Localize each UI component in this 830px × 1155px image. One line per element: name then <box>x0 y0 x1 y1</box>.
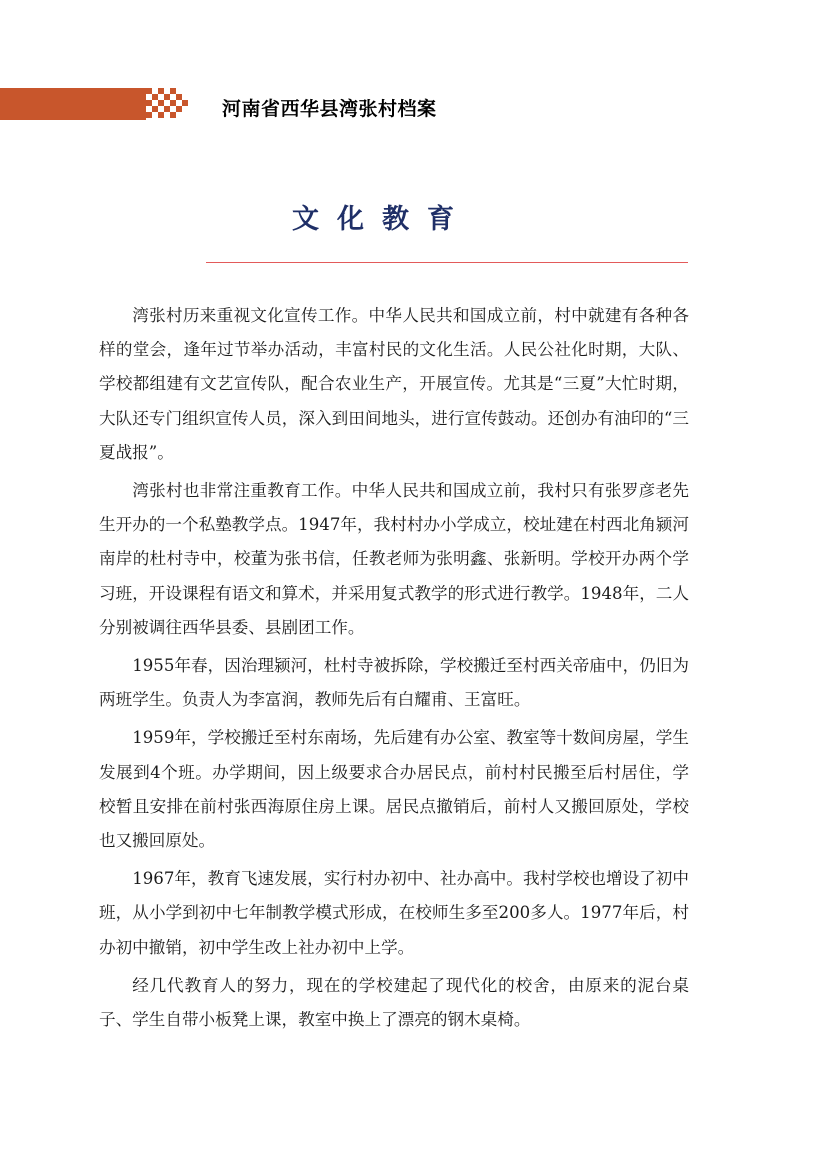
paragraph-1967: 1967年，教育飞速发展，实行村办初中、社办高中。我村学校也增设了初中班，从小学到初中七年制教学模式形成，在校师生多至200多人。1977年后，村办初中撤销，初中学生改上社办初中上学。 <box>99 869 689 957</box>
title-divider <box>206 262 688 263</box>
paragraph-education-origin: 湾张村也非常注重教育工作。中华人民共和国成立前，我村只有张罗彦老先生开办的一个私塾教学点。1947年，我村村办小学成立，校址建在村西北角颍河南岸的杜村寺中，校董为张书信，任教老师为张明鑫、张新明。学校开办两个学习班，开设课程有语文和算术，并采用复式教学的形式进行教学。1948年，二人分别被调往西华县委、县剧团工作。 <box>99 481 689 637</box>
article-body <box>99 299 689 1041</box>
paragraph-modern-school: 经几代教育人的努力，现在的学校建起了现代化的校舍，由原来的泥台桌子、学生自带小板凳上课，教室中换上了漂亮的钢木桌椅。 <box>99 975 689 1030</box>
archive-header-title: 河南省西华县湾张村档案 <box>222 98 437 120</box>
paragraph-1955: 1955年春，因治理颍河，杜村寺被拆除，学校搬迁至村西关帝庙中，仍旧为两班学生。负责人为李富润，教师先后有白耀甫、王富旺。 <box>99 656 689 710</box>
header-checker-pattern <box>146 88 190 120</box>
header-accent-band <box>0 88 146 120</box>
paragraph-culture: 湾张村历来重视文化宣传工作。中华人民共和国成立前，村中就建有各种各样的堂会，逢年过节举办活动，丰富村民的文化生活。人民公社化时期，大队、学校都组建有文艺宣传队，配合农业生产，开展宣传。尤其是“三夏”大忙时期，大队还专门组织宣传人员，深入到田间地头，进行宣传鼓动。还创办有油印的“三夏战报”。 <box>99 306 689 462</box>
section-title: 文化教育 <box>292 204 472 235</box>
paragraph-1959: 1959年，学校搬迁至村东南场，先后建有办公室、教室等十数间房屋，学生发展到4个班。办学期间，因上级要求合办居民点，前村村民搬至后村居住，学校暂且安排在前村张西海原住房上课。居民点撤销后，前村人又搬回原处，学校也又搬回原处。 <box>99 728 689 851</box>
